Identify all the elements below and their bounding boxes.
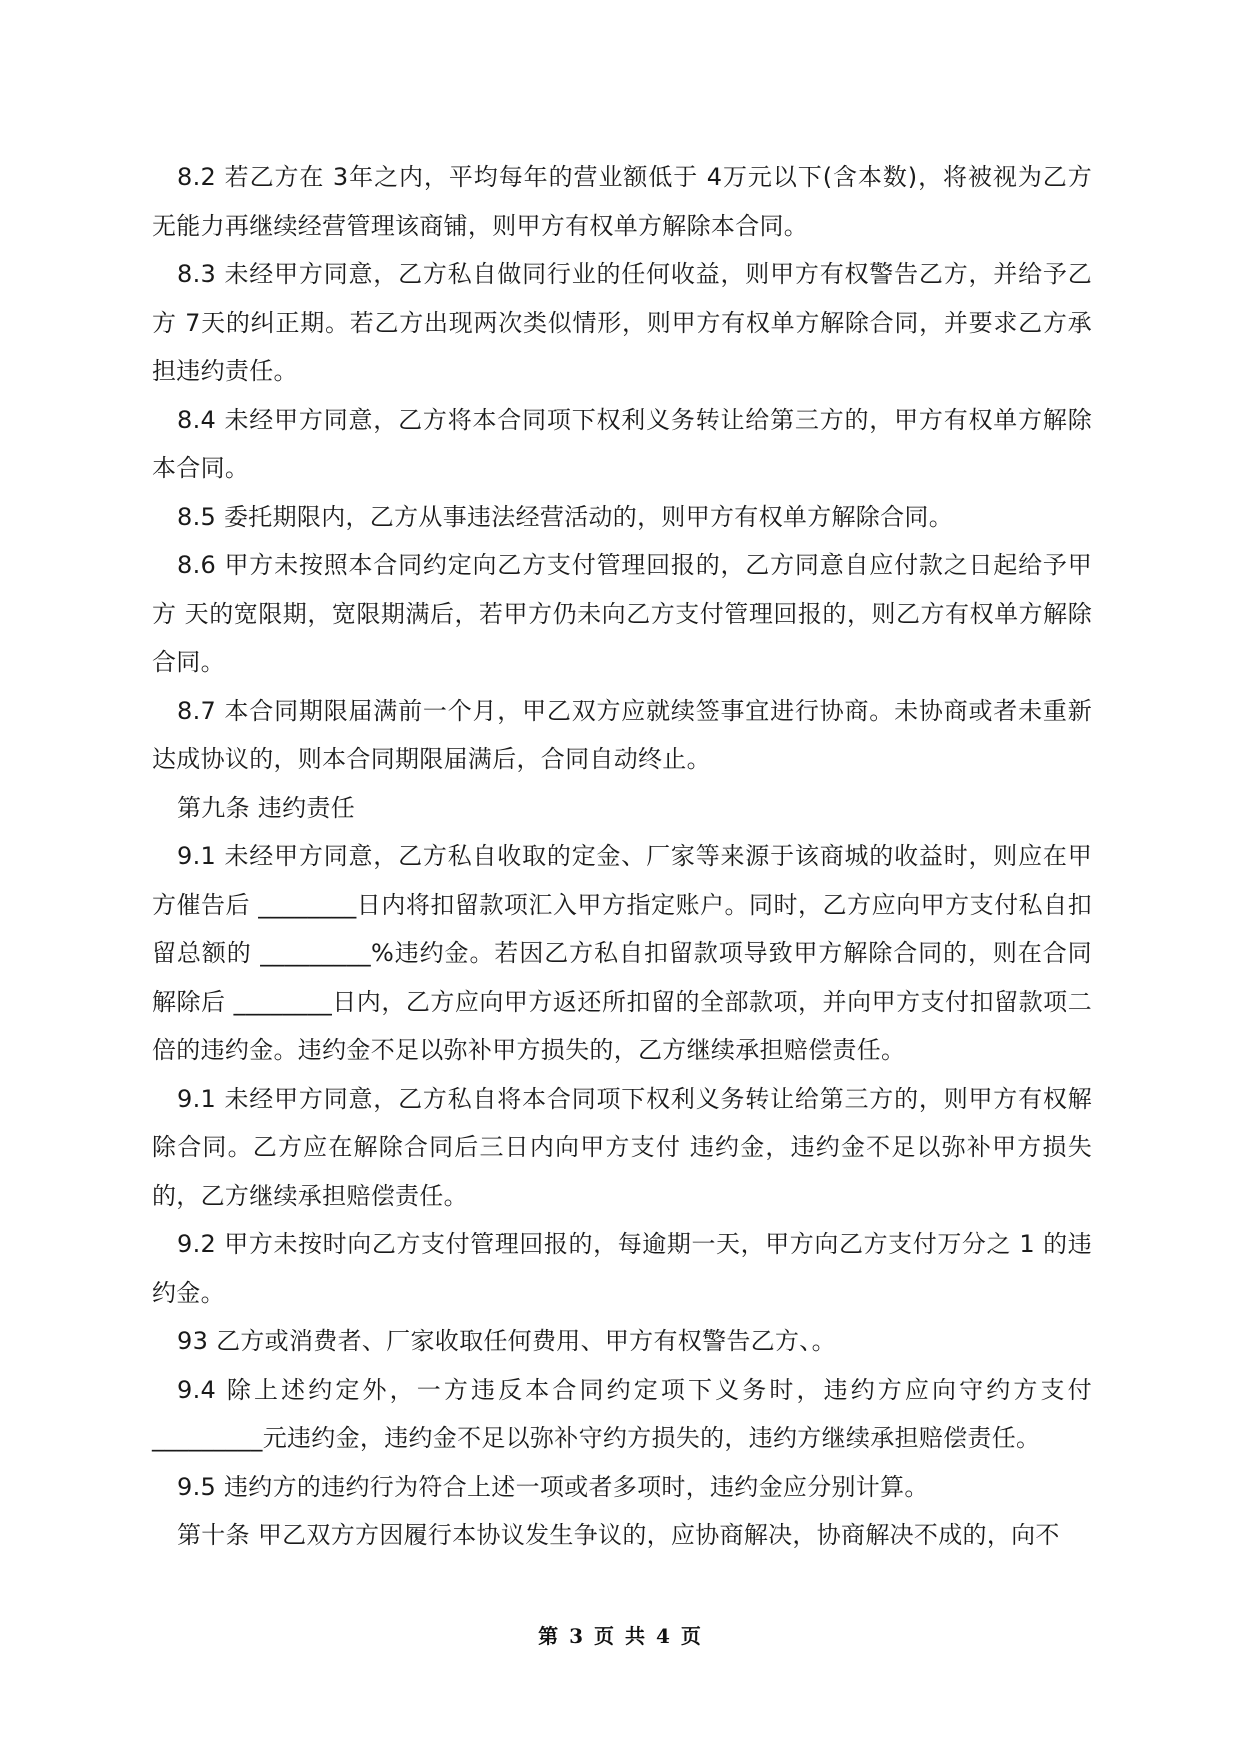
clause-8-3: 8.3 未经甲方同意，乙方私自做同行业的任何收益，则甲方有权警告乙方，并给予乙方 7天的纠正期。若乙方出现两次类似情形，则甲方有权单方解除合同，并要求乙方承担违约责任。	[152, 260, 1092, 385]
clause-9-5: 9.5 违约方的违约行为符合上述一项或者多项时，违约金应分别计算。	[177, 1472, 929, 1501]
clause-8-7: 8.7 本合同期限届满前一个月，甲乙双方应就续签事宜进行协商。未协商或者未重新达成协议的，则本合同期限届满后，合同自动终止。	[152, 696, 1092, 773]
clause-9-4: 9.4 除上述约定外，一方违反本合同约定项下义务时，违约方应向守约方支付_________元违约金，违约金不足以弥补守约方损失的，违约方继续承担赔偿责任。	[152, 1375, 1092, 1452]
clause-9-2: 9.2 甲方未按时向乙方支付管理回报的，每逾期一天，甲方向乙方支付万分之 1 的违约金。	[152, 1230, 1092, 1307]
clause-8-2: 8.2 若乙方在 3年之内，平均每年的营业额低于 4万元以下(含本数)，将被视为乙方无能力再继续经营管理该商铺，则甲方有权单方解除本合同。	[152, 163, 1092, 240]
article-10-text: 第十条 甲乙双方方因履行本协议发生争议的，应协商解决，协商解决不成的，向不	[177, 1521, 1060, 1549]
clause-9-3: 93 乙方或消费者、厂家收取任何费用、甲方有权警告乙方、。	[177, 1327, 836, 1355]
clause-9-1-b: 9.1 未经甲方同意，乙方私自将本合同项下权利义务转让给第三方的，则甲方有权解除合同。乙方应在解除合同后三日内向甲方支付 违约金，违约金不足以弥补甲方损失的，乙方继续承担赔偿责任。	[152, 1084, 1092, 1210]
article-9-heading: 第九条 违约责任	[177, 793, 356, 822]
clause-8-6: 8.6 甲方未按照本合同约定向乙方支付管理回报的，乙方同意自应付款之日起给予甲方 天的宽限期，宽限期满后，若甲方仍未向乙方支付管理回报的，则乙方有权单方解除合同。	[152, 551, 1092, 676]
clause-8-5: 8.5 委托期限内，乙方从事违法经营活动的，则甲方有权单方解除合同。	[177, 502, 953, 531]
document-body	[152, 153, 1092, 1560]
page-number: 第 3 页 共 4 页	[538, 1624, 703, 1648]
clause-9-1-a: 9.1 未经甲方同意，乙方私自收取的定金、厂家等来源于该商城的收益时，则应在甲方催告后 ________日内将扣留款项汇入甲方指定账户。同时，乙方应向甲方支付私自扣留总额的 _________%违约金。若因乙方私自扣留款项导致甲方解除合同的，则在合同解除后 ________日内，乙方应向甲方返还所扣留的全部款项，并向甲方支付扣留款项二倍的违约金。违约金不足以弥补甲方损失的，乙方继续承担赔偿责任。	[152, 842, 1092, 1064]
clause-8-4: 8.4 未经甲方同意，乙方将本合同项下权利义务转让给第三方的，甲方有权单方解除本合同。	[152, 405, 1092, 482]
